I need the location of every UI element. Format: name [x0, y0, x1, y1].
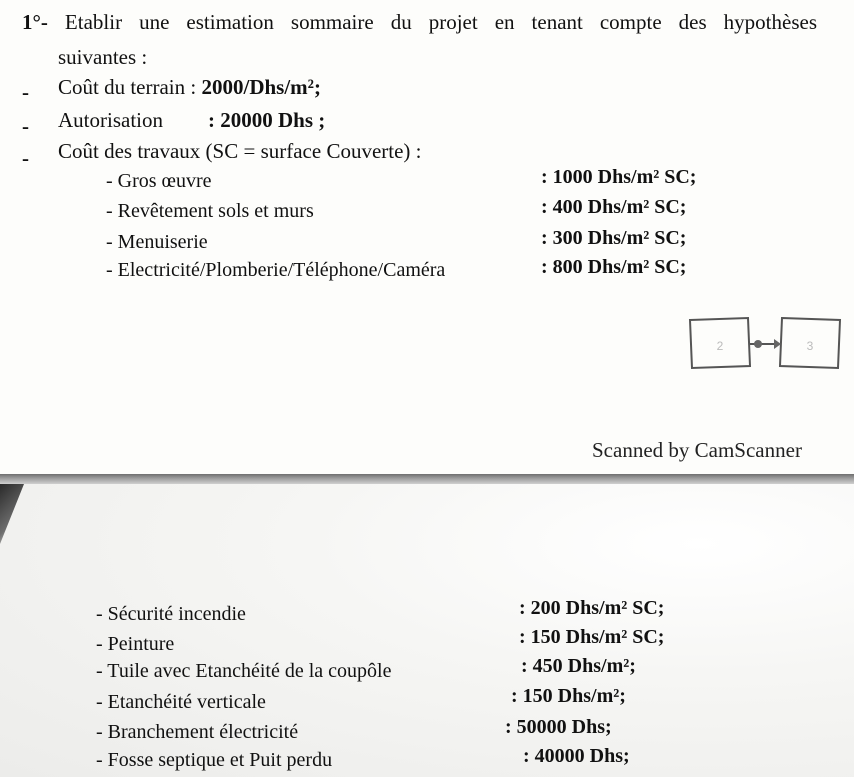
right-box-number: 3	[806, 339, 814, 353]
question-text: Etablir une estimation sommaire du projet en tenant compte des hypothèses	[64, 10, 817, 34]
item-value: : 450 Dhs/m²;	[521, 655, 636, 677]
item-label: - Fosse septique et Puit perdu	[96, 749, 333, 771]
page-transition-logo	[686, 314, 846, 374]
item-value: : 50000 Dhs;	[505, 716, 612, 738]
camscanner-watermark: Scanned by CamScanner	[592, 438, 802, 462]
terrain-value: 2000/Dhs/m²;	[201, 75, 321, 99]
item-value: : 300 Dhs/m² SC;	[541, 227, 687, 249]
item-value: : 1000 Dhs/m² SC;	[541, 166, 697, 188]
item-label: - Peinture	[96, 633, 175, 655]
autorisation-value: : 20000 Dhs ;	[208, 108, 326, 132]
item-label: - Electricité/Plomberie/Téléphone/Caméra	[106, 259, 446, 281]
bullet-dash: -	[22, 114, 29, 138]
autorisation-label: Autorisation	[58, 108, 163, 132]
item-label: - Gros œuvre	[106, 170, 212, 192]
bullet-dash: -	[22, 146, 29, 170]
item-label: - Etanchéité verticale	[96, 691, 266, 713]
page-corner-shadow	[0, 484, 24, 544]
scanned-page-bottom	[0, 484, 854, 777]
terrain-label: Coût du terrain :	[58, 75, 202, 99]
item-label: - Tuile avec Etanchéité de la coupôle	[96, 660, 392, 682]
terrain-line	[58, 77, 321, 98]
item-label: - Revêtement sols et murs	[106, 200, 314, 222]
travaux-label: Coût des travaux (SC = surface Couverte) :	[58, 139, 422, 163]
item-label: - Sécurité incendie	[96, 603, 246, 625]
question-line-1	[22, 12, 817, 33]
question-line-2: suivantes :	[58, 45, 148, 69]
item-value: : 400 Dhs/m² SC;	[541, 196, 687, 218]
question-number: 1°-	[22, 10, 48, 34]
item-value: : 800 Dhs/m² SC;	[541, 256, 687, 278]
page-divider	[0, 474, 854, 484]
item-value: : 150 Dhs/m²;	[511, 685, 626, 707]
left-box-number: 2	[716, 339, 724, 353]
item-value: : 200 Dhs/m² SC;	[519, 597, 665, 619]
item-value: : 40000 Dhs;	[523, 745, 630, 767]
item-value: : 150 Dhs/m² SC;	[519, 626, 665, 648]
item-label: - Menuiserie	[106, 231, 208, 253]
bullet-dash: -	[22, 80, 29, 104]
item-label: - Branchement électricité	[96, 721, 299, 743]
